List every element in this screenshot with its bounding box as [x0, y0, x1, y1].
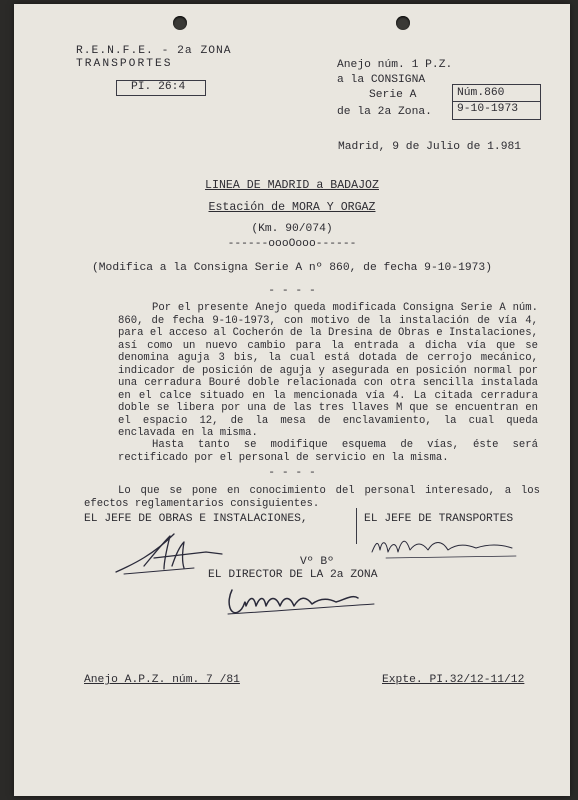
serie-label: Serie A [369, 89, 417, 101]
footer-annex: Anejo A.P.Z. núm. 7 /81 [84, 674, 240, 686]
number-box [452, 84, 541, 120]
org-line: R.E.N.F.E. - 2a ZONA [76, 45, 232, 57]
signer-2-title: EL JEFE DE TRANSPORTES [364, 513, 514, 525]
line-title: LINEA DE MADRID a BADAJOZ [205, 179, 379, 192]
reference-code: PI. 26:4 [131, 81, 186, 93]
signer-1-title: EL JEFE DE OBRAS E INSTALACIONES, [84, 513, 308, 525]
short-separator: - - - - [268, 467, 316, 479]
modification-note: (Modifica a la Consigna Serie A nº 860, de fecha 9-10-1973) [92, 262, 492, 274]
punch-hole [173, 16, 187, 30]
station-title: Estación de MORA Y ORGAZ [208, 201, 376, 214]
body-paragraph: Hasta tanto se modifique esquema de vías, éste será rectificado por el personal de servicio en la misma. [118, 439, 538, 464]
annex-number: Anejo núm. 1 P.Z. [337, 59, 453, 71]
document-page [14, 4, 570, 796]
dept-line: TRANSPORTES [76, 58, 173, 70]
place-date: Madrid, 9 de Julio de 1.981 [338, 141, 522, 153]
separator: ------oooOooo------ [227, 238, 357, 250]
consigna-label: a la CONSIGNA [337, 74, 426, 86]
approval-mark: Vº Bº [300, 556, 334, 568]
zone-label: de la 2a Zona. [337, 106, 432, 118]
signature-right [366, 528, 536, 568]
signature-director [224, 582, 384, 622]
director-title: EL DIRECTOR DE LA 2a ZONA [208, 569, 378, 581]
reference-box [116, 80, 206, 96]
closing-paragraph: Lo que se pone en conocimiento del personal interesado, a los efectos reglamentarios consiguientes. [84, 485, 540, 510]
footer-expediente: Expte. PI.32/12-11/12 [382, 674, 525, 686]
short-separator: - - - - [268, 285, 316, 297]
consigna-number: Núm.860 [457, 87, 505, 99]
consigna-date: 9-10-1973 [457, 103, 519, 115]
km-label: (Km. 90/074) [251, 223, 333, 235]
body-paragraph: Por el presente Anejo queda modificada Consigna Serie A núm. 860, de fecha 9-10-1973, con motivo de la instalación de vía 4, para el acceso al Cocherón de la Dresina de Obras e Instalaciones, así como un nuevo cambio para la entrada a dicha vía que se denomina aguja 3 bis, la cual está dotada de cerrojo mecánico, indicador de posición de aguja y asegurada en posición normal por una cerradura Bouré doble relacionada con otra sencilla instalada en el calce situado en la mencionada vía 4. La citada cerradura doble se libera por una de las tres llaves M que se encuentran en el espacio 12, de la mesa de enclavamiento, la cual queda enclavada en la misma. [118, 302, 538, 439]
punch-hole [396, 16, 410, 30]
